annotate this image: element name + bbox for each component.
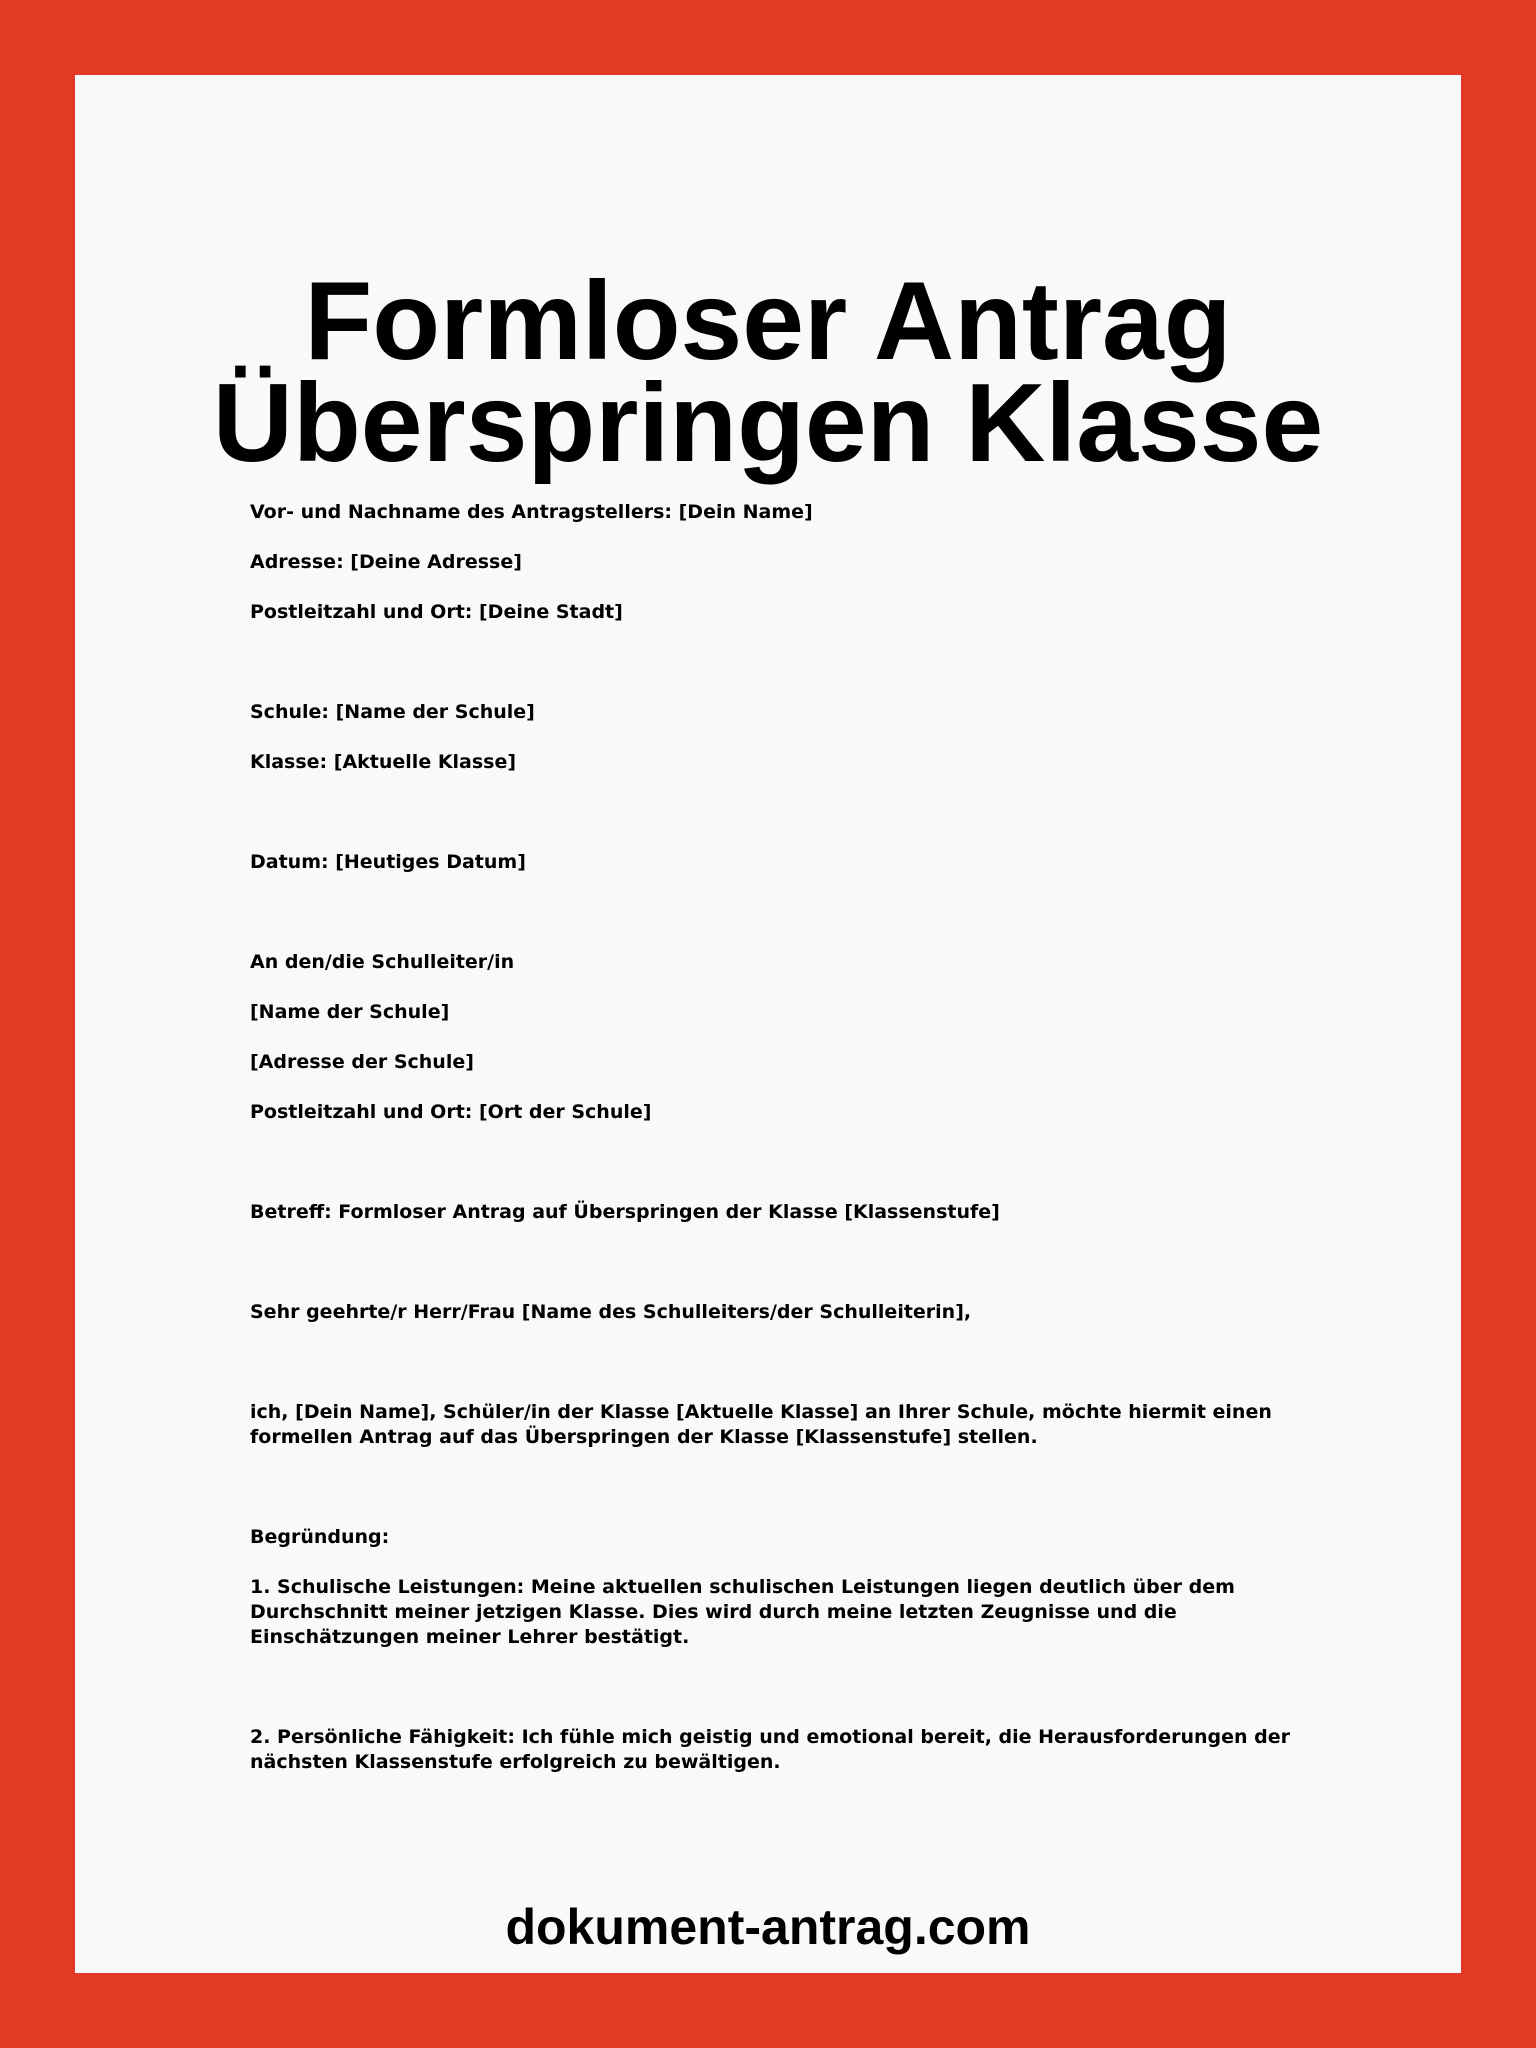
title-line-1: Formloser Antrag bbox=[304, 259, 1232, 383]
subject-line: Betreff: Formloser Antrag auf Überspringen der Klasse [Klassenstufe] bbox=[250, 1201, 1000, 1223]
title-line-2: Überspringen Klasse bbox=[212, 361, 1324, 485]
date-line: Datum: [Heutiges Datum] bbox=[250, 851, 526, 873]
reason-item-1: 1. Schulische Leistungen: Meine aktuellen schulischen Leistungen liegen deutlich über dem Durchschnitt meiner jetzigen Klasse. Dies wird durch meine letzten Zeugnisse und die Einschätzungen meiner Lehrer bestätigt. bbox=[250, 1576, 1235, 1648]
footer-website: dokument-antrag.com bbox=[505, 1899, 1031, 1955]
recipient-line-1: An den/die Schulleiter/in bbox=[250, 951, 515, 973]
current-class: Klasse: [Aktuelle Klasse] bbox=[250, 751, 517, 773]
recipient-line-2: [Name der Schule] bbox=[250, 1001, 450, 1023]
recipient-line-3: [Adresse der Schule] bbox=[250, 1051, 474, 1073]
recipient-line-4: Postleitzahl und Ort: [Ort der Schule] bbox=[250, 1101, 652, 1123]
reasons-heading: Begründung: bbox=[250, 1526, 390, 1548]
applicant-city: Postleitzahl und Ort: [Deine Stadt] bbox=[250, 601, 623, 623]
reason-item-2: 2. Persönliche Fähigkeit: Ich fühle mich geistig und emotional bereit, die Herausforderungen der nächsten Klassenstufe erfolgreich zu bewältigen. bbox=[250, 1726, 1291, 1773]
intro-paragraph: ich, [Dein Name], Schüler/in der Klasse [Aktuelle Klasse] an Ihrer Schule, möchte hiermit einen formellen Antrag auf das Überspringen der Klasse [Klassenstufe] stellen. bbox=[250, 1401, 1272, 1448]
document-page bbox=[75, 75, 1461, 1973]
school-name: Schule: [Name der Schule] bbox=[250, 701, 535, 723]
salutation: Sehr geehrte/r Herr/Frau [Name des Schulleiters/der Schulleiterin], bbox=[250, 1301, 972, 1323]
page-title bbox=[75, 259, 1461, 485]
applicant-name: Vor- und Nachname des Antragstellers: [Dein Name] bbox=[250, 501, 813, 523]
applicant-address: Adresse: [Deine Adresse] bbox=[250, 551, 522, 573]
